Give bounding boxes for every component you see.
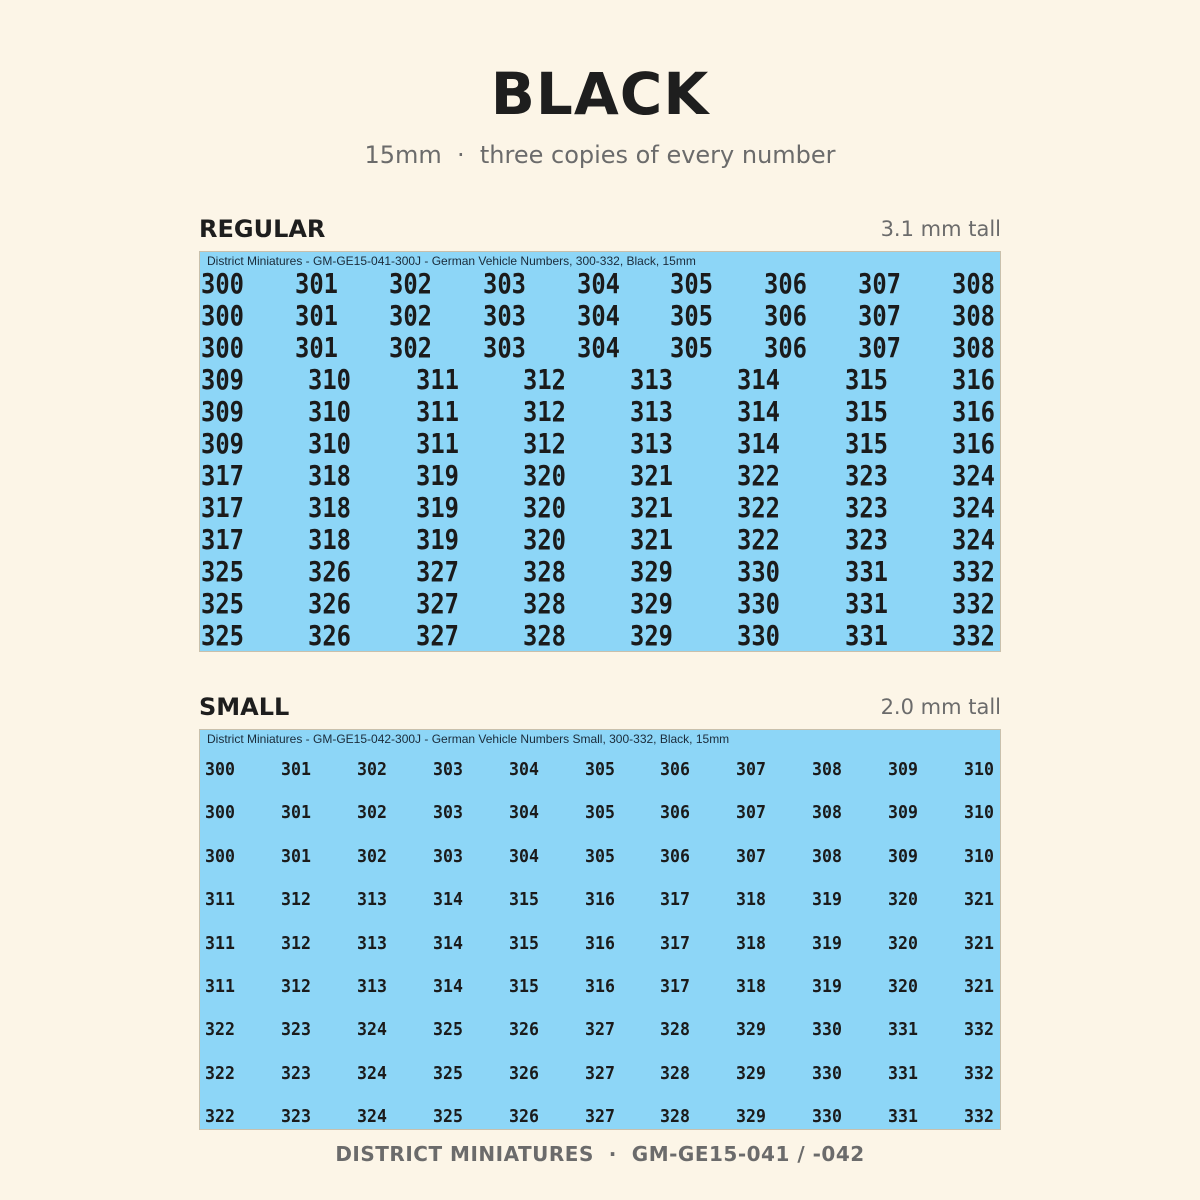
regular-decal-number: 323 bbox=[844, 491, 888, 524]
regular-decal-number: 318 bbox=[308, 523, 352, 556]
small-decal-number: 305 bbox=[584, 802, 615, 824]
regular-decal-number: 324 bbox=[952, 459, 995, 492]
regular-decal-number: 332 bbox=[952, 619, 995, 652]
regular-decal-number: 325 bbox=[201, 555, 244, 588]
regular-decal-number: 324 bbox=[952, 523, 995, 556]
small-decal-number: 319 bbox=[812, 889, 843, 911]
small-decal-number: 313 bbox=[356, 889, 387, 911]
small-decal-number: 301 bbox=[280, 845, 311, 867]
regular-section-label: REGULAR bbox=[199, 215, 326, 243]
regular-decal-number: 329 bbox=[630, 587, 674, 620]
small-decal-number: 315 bbox=[508, 889, 539, 911]
small-decal-number: 328 bbox=[660, 1106, 691, 1128]
regular-decal-number: 304 bbox=[576, 299, 620, 332]
regular-decal-number: 301 bbox=[294, 267, 338, 300]
small-decal-number: 303 bbox=[432, 845, 463, 867]
small-decal-number: 329 bbox=[736, 1106, 767, 1128]
small-decal-number: 306 bbox=[660, 759, 691, 780]
small-decal-number: 310 bbox=[964, 759, 994, 780]
small-decal-number: 300 bbox=[205, 802, 235, 824]
small-decal-number: 317 bbox=[660, 932, 691, 954]
small-decal-number: 314 bbox=[432, 976, 463, 997]
regular-decal-number: 312 bbox=[522, 395, 566, 428]
regular-decal-number: 311 bbox=[415, 427, 459, 460]
regular-decal-number: 309 bbox=[201, 427, 244, 460]
regular-decal-number: 309 bbox=[201, 395, 244, 428]
page-subtitle: 15mm · three copies of every number bbox=[364, 141, 836, 169]
regular-decal-number: 305 bbox=[670, 331, 714, 364]
regular-decal-number: 316 bbox=[952, 427, 995, 460]
small-decal-number: 310 bbox=[964, 802, 994, 824]
small-decal-number: 301 bbox=[280, 759, 311, 780]
regular-decal-number: 319 bbox=[415, 459, 459, 492]
small-decal-number: 318 bbox=[736, 889, 767, 911]
regular-decal-number: 305 bbox=[670, 267, 714, 300]
regular-decal-number: 325 bbox=[201, 619, 244, 652]
regular-decal-number: 303 bbox=[482, 331, 526, 364]
small-decal-number: 314 bbox=[432, 889, 463, 911]
regular-decal-number: 320 bbox=[522, 491, 566, 524]
regular-decal-number: 311 bbox=[415, 363, 459, 396]
regular-decal-number: 302 bbox=[388, 299, 432, 332]
regular-section-size: 3.1 mm tall bbox=[880, 217, 1001, 241]
small-decal-number: 316 bbox=[584, 889, 615, 911]
small-decal-number: 317 bbox=[660, 889, 691, 911]
regular-decal-number: 301 bbox=[294, 299, 338, 332]
regular-decal-number: 326 bbox=[308, 555, 352, 588]
regular-decal-number: 322 bbox=[737, 459, 781, 492]
regular-decal-number: 303 bbox=[482, 299, 526, 332]
regular-decal-number: 328 bbox=[522, 619, 566, 652]
regular-decal-number: 310 bbox=[308, 363, 352, 396]
regular-decal-number: 330 bbox=[737, 587, 781, 620]
small-decal-number: 323 bbox=[280, 1019, 311, 1041]
small-decal-number: 307 bbox=[736, 759, 767, 780]
small-decal-number: 304 bbox=[508, 759, 539, 780]
small-decal-number: 318 bbox=[736, 976, 767, 997]
small-decal-number: 332 bbox=[964, 1106, 994, 1128]
small-decal-number: 325 bbox=[432, 1019, 463, 1041]
regular-decal-number: 312 bbox=[522, 363, 566, 396]
regular-decal-number: 310 bbox=[308, 427, 352, 460]
page-title: BLACK bbox=[490, 60, 710, 128]
regular-decal-number: 308 bbox=[952, 299, 995, 332]
small-decal-number: 330 bbox=[812, 1106, 843, 1128]
small-decal-number: 330 bbox=[812, 1019, 843, 1041]
regular-decal-number: 320 bbox=[522, 523, 566, 556]
regular-decal-number: 314 bbox=[737, 427, 781, 460]
small-decal-number: 304 bbox=[508, 802, 539, 824]
small-decal-number: 327 bbox=[584, 1106, 615, 1128]
small-decal-number: 307 bbox=[736, 802, 767, 824]
small-decal-number: 302 bbox=[356, 845, 387, 867]
small-decal-number: 316 bbox=[584, 976, 615, 997]
small-decal-number: 323 bbox=[280, 1106, 311, 1128]
small-decal-number: 300 bbox=[205, 845, 235, 867]
regular-decal-number: 319 bbox=[415, 523, 459, 556]
small-decal-number: 312 bbox=[280, 976, 311, 997]
regular-decal-number: 314 bbox=[737, 363, 781, 396]
regular-decal-number: 308 bbox=[952, 267, 995, 300]
regular-decal-number: 315 bbox=[844, 427, 888, 460]
regular-decal-number: 316 bbox=[952, 363, 995, 396]
regular-decal-number: 318 bbox=[308, 459, 352, 492]
small-decal-number: 328 bbox=[660, 1019, 691, 1041]
regular-decal-number: 323 bbox=[844, 459, 888, 492]
regular-decal-number: 322 bbox=[737, 523, 781, 556]
regular-decal-number: 300 bbox=[201, 331, 244, 364]
regular-decal-number: 321 bbox=[630, 459, 674, 492]
regular-decal-number: 311 bbox=[415, 395, 459, 428]
small-decal-number: 304 bbox=[508, 845, 539, 867]
regular-decal-number: 321 bbox=[630, 491, 674, 524]
small-decal-number: 306 bbox=[660, 845, 691, 867]
regular-decal-number: 330 bbox=[737, 555, 781, 588]
small-decal-number: 320 bbox=[888, 976, 919, 997]
regular-decal-number: 305 bbox=[670, 299, 714, 332]
regular-decal-number: 302 bbox=[388, 267, 432, 300]
small-decal-number: 309 bbox=[888, 759, 919, 780]
regular-sheet-caption: District Miniatures - GM-GE15-041-300J - German Vehicle Numbers, 300-332, Black, 15mm bbox=[207, 254, 696, 268]
small-decal-number: 305 bbox=[584, 845, 615, 867]
regular-decal-number: 320 bbox=[522, 459, 566, 492]
small-decal-number: 314 bbox=[432, 932, 463, 954]
small-decal-number: 307 bbox=[736, 845, 767, 867]
small-sheet-caption: District Miniatures - GM-GE15-042-300J - German Vehicle Numbers Small, 300-332, Black, 15mm bbox=[207, 732, 730, 746]
small-decal-number: 318 bbox=[736, 932, 767, 954]
small-decal-number: 321 bbox=[964, 976, 994, 997]
small-decal-number: 313 bbox=[356, 976, 387, 997]
regular-decal-number: 318 bbox=[308, 491, 352, 524]
regular-decal-number: 317 bbox=[201, 459, 244, 492]
small-decal-number: 327 bbox=[584, 1062, 615, 1084]
regular-decal-number: 326 bbox=[308, 619, 352, 652]
small-decal-number: 309 bbox=[888, 845, 919, 867]
small-decal-number: 324 bbox=[356, 1019, 387, 1041]
small-decal-number: 311 bbox=[205, 889, 235, 911]
regular-decal-number: 319 bbox=[415, 491, 459, 524]
regular-decal-number: 328 bbox=[522, 587, 566, 620]
small-decal-number: 320 bbox=[888, 932, 919, 954]
regular-decal-number: 300 bbox=[201, 267, 244, 300]
regular-decal-sheet bbox=[199, 251, 1001, 652]
regular-decal-number: 324 bbox=[952, 491, 995, 524]
small-decal-number: 326 bbox=[508, 1062, 539, 1084]
small-decal-number: 303 bbox=[432, 802, 463, 824]
small-decal-number: 332 bbox=[964, 1062, 994, 1084]
small-decal-number: 302 bbox=[356, 759, 387, 780]
regular-decal-number: 301 bbox=[294, 331, 338, 364]
small-decal-number: 312 bbox=[280, 932, 311, 954]
regular-decal-number: 304 bbox=[576, 331, 620, 364]
regular-decal-number: 332 bbox=[952, 555, 995, 588]
regular-decal-number: 306 bbox=[764, 299, 808, 332]
regular-decal-number: 316 bbox=[952, 395, 995, 428]
small-decal-number: 301 bbox=[280, 802, 311, 824]
small-decal-number: 315 bbox=[508, 932, 539, 954]
regular-decal-number: 329 bbox=[630, 619, 674, 652]
regular-decal-number: 322 bbox=[737, 491, 781, 524]
regular-decal-number: 309 bbox=[201, 363, 244, 396]
small-decal-number: 329 bbox=[736, 1019, 767, 1041]
small-decal-number: 319 bbox=[812, 932, 843, 954]
regular-decal-number: 303 bbox=[482, 267, 526, 300]
regular-decal-number: 302 bbox=[388, 331, 432, 364]
regular-decal-number: 332 bbox=[952, 587, 995, 620]
small-decal-number: 320 bbox=[888, 889, 919, 911]
regular-decal-number: 327 bbox=[415, 619, 459, 652]
small-decal-number: 323 bbox=[280, 1062, 311, 1084]
regular-decal-number: 313 bbox=[630, 363, 674, 396]
small-decal-number: 327 bbox=[584, 1019, 615, 1041]
small-decal-number: 325 bbox=[432, 1062, 463, 1084]
small-decal-sheet bbox=[199, 729, 1001, 1130]
small-decal-number: 331 bbox=[888, 1106, 919, 1128]
small-decal-number: 321 bbox=[964, 889, 994, 911]
regular-decal-number: 331 bbox=[844, 587, 888, 620]
regular-decal-number: 313 bbox=[630, 427, 674, 460]
regular-decal-number: 306 bbox=[764, 331, 808, 364]
small-decal-number: 332 bbox=[964, 1019, 994, 1041]
small-decal-number: 300 bbox=[205, 759, 235, 780]
small-decal-number: 312 bbox=[280, 889, 311, 911]
regular-decal-number: 307 bbox=[858, 331, 902, 364]
regular-decal-number: 304 bbox=[576, 267, 620, 300]
regular-decal-number: 313 bbox=[630, 395, 674, 428]
small-decal-number: 316 bbox=[584, 932, 615, 954]
regular-decal-number: 329 bbox=[630, 555, 674, 588]
small-decal-number: 315 bbox=[508, 976, 539, 997]
small-decal-number: 326 bbox=[508, 1019, 539, 1041]
small-decal-number: 308 bbox=[812, 802, 843, 824]
regular-decal-number: 315 bbox=[844, 363, 888, 396]
regular-decal-number: 330 bbox=[737, 619, 781, 652]
regular-decal-number: 317 bbox=[201, 491, 244, 524]
small-decal-number: 330 bbox=[812, 1062, 843, 1084]
small-decal-number: 306 bbox=[660, 802, 691, 824]
small-decal-number: 310 bbox=[964, 845, 994, 867]
small-section-label: SMALL bbox=[199, 693, 290, 721]
small-decal-number: 302 bbox=[356, 802, 387, 824]
regular-decal-number: 307 bbox=[858, 299, 902, 332]
regular-decal-number: 312 bbox=[522, 427, 566, 460]
small-section-size: 2.0 mm tall bbox=[880, 695, 1001, 719]
small-decal-number: 308 bbox=[812, 759, 843, 780]
small-decal-number: 311 bbox=[205, 932, 235, 954]
regular-decal-number: 314 bbox=[737, 395, 781, 428]
regular-decal-number: 315 bbox=[844, 395, 888, 428]
small-decal-number: 308 bbox=[812, 845, 843, 867]
regular-decal-number: 326 bbox=[308, 587, 352, 620]
small-decal-number: 328 bbox=[660, 1062, 691, 1084]
small-decal-number: 331 bbox=[888, 1062, 919, 1084]
small-decal-number: 322 bbox=[205, 1019, 235, 1041]
regular-decal-number: 321 bbox=[630, 523, 674, 556]
regular-decal-number: 327 bbox=[415, 555, 459, 588]
regular-decal-number: 331 bbox=[844, 555, 888, 588]
regular-decal-number: 300 bbox=[201, 299, 244, 332]
small-decal-number: 326 bbox=[508, 1106, 539, 1128]
regular-decal-number: 317 bbox=[201, 523, 244, 556]
small-decal-number: 305 bbox=[584, 759, 615, 780]
small-decal-number: 311 bbox=[205, 976, 235, 997]
regular-decal-number: 308 bbox=[952, 331, 995, 364]
regular-decal-number: 327 bbox=[415, 587, 459, 620]
small-decal-number: 319 bbox=[812, 976, 843, 997]
regular-decal-number: 323 bbox=[844, 523, 888, 556]
footer-credit: DISTRICT MINIATURES · GM-GE15-041 / -042 bbox=[335, 1142, 865, 1166]
small-decal-number: 303 bbox=[432, 759, 463, 780]
regular-decal-number: 310 bbox=[308, 395, 352, 428]
small-decal-number: 324 bbox=[356, 1106, 387, 1128]
regular-decal-number: 328 bbox=[522, 555, 566, 588]
small-decal-number: 321 bbox=[964, 932, 994, 954]
small-decal-number: 309 bbox=[888, 802, 919, 824]
regular-decal-number: 307 bbox=[858, 267, 902, 300]
small-decal-number: 317 bbox=[660, 976, 691, 997]
regular-decal-number: 331 bbox=[844, 619, 888, 652]
small-decal-number: 313 bbox=[356, 932, 387, 954]
regular-decal-number: 325 bbox=[201, 587, 244, 620]
small-decal-number: 329 bbox=[736, 1062, 767, 1084]
small-decal-number: 322 bbox=[205, 1106, 235, 1128]
regular-decal-number: 306 bbox=[764, 267, 808, 300]
small-decal-number: 325 bbox=[432, 1106, 463, 1128]
small-decal-number: 331 bbox=[888, 1019, 919, 1041]
small-decal-number: 322 bbox=[205, 1062, 235, 1084]
small-decal-number: 324 bbox=[356, 1062, 387, 1084]
